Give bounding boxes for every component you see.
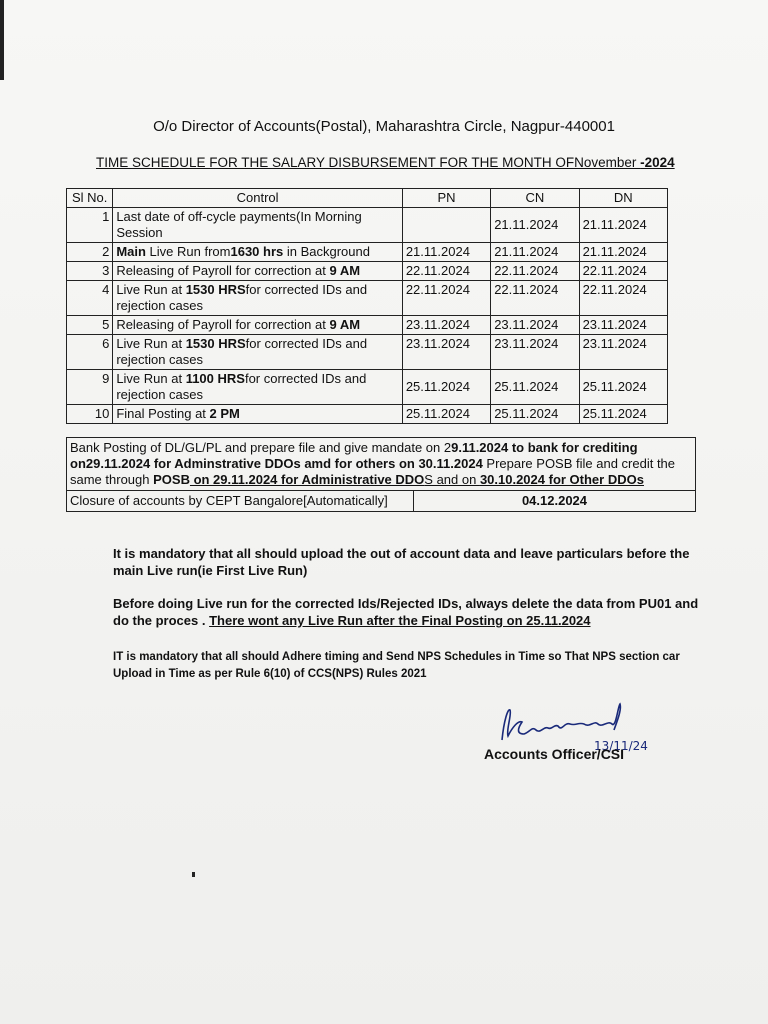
control-bold: 1530 HRS	[185, 336, 246, 351]
cell-cn: 25.11.2024	[491, 405, 579, 424]
cell-dn: 22.11.2024	[579, 281, 667, 316]
cell-cn: 22.11.2024	[491, 281, 579, 316]
cell-control	[113, 243, 403, 262]
bank-posting-text	[67, 438, 696, 491]
cell-sl: 1	[67, 208, 113, 243]
control-bold: 1630 hrs	[230, 244, 284, 259]
schedule-table	[66, 188, 668, 424]
cell-pn: 23.11.2024	[402, 335, 490, 370]
cell-pn: 25.11.2024	[402, 370, 490, 405]
bank-bold-underlined: 30.10.2024 for Other DDOs	[479, 472, 644, 487]
control-text: Live Run at	[116, 371, 186, 386]
bank-bold: 9.11.2024 to bank for crediting on29.11.2024 for Adminstrative DDOs amd for others on 30.11.2024	[70, 440, 638, 471]
bank-closure-table	[66, 437, 696, 512]
note-delete-data	[113, 595, 703, 629]
cell-cn: 23.11.2024	[491, 335, 579, 370]
cell-dn: 25.11.2024	[579, 370, 667, 405]
table-header-row	[67, 189, 668, 208]
control-text: Live Run from	[145, 244, 231, 259]
page-edge-shadow	[0, 0, 4, 80]
cell-cn: 22.11.2024	[491, 262, 579, 281]
cell-sl: 4	[67, 281, 113, 316]
control-text: in Background	[283, 244, 370, 259]
cell-sl: 10	[67, 405, 113, 424]
control-bold: 2 PM	[209, 406, 240, 421]
signatory-designation: Accounts Officer/CSI	[484, 746, 625, 762]
note-upload-mandatory: It is mandatory that all should upload the out of account data and leave particulars before the main Live run(ie First Live Run)	[113, 546, 690, 578]
header-cn: CN	[491, 189, 579, 208]
cell-cn: 21.11.2024	[491, 243, 579, 262]
cell-pn: 25.11.2024	[402, 405, 490, 424]
cell-pn: 22.11.2024	[402, 262, 490, 281]
cell-cn: 21.11.2024	[491, 208, 579, 243]
closure-date: 04.12.2024	[414, 491, 696, 512]
note-underlined: There wont any Live Run after the Final Posting on 25.11.2024	[209, 613, 591, 628]
bank-text: Bank Posting of DL/GL/PL and prepare file and give mandate on 2	[70, 440, 452, 455]
office-header: O/o Director of Accounts(Postal), Maharashtra Circle, Nagpur-440001	[153, 118, 615, 135]
control-text: for corrected IDs and rejection cases	[116, 336, 368, 367]
control-text: Releasing of Payroll for correction at	[116, 263, 330, 278]
note-nps-timing: IT is mandatory that all should Adhere timing and Send NPS Schedules in Time so That NPS section car Upload in Time as per Rule 6(10) of CCS(NPS) Rules 2021	[113, 651, 680, 680]
document-title	[96, 155, 686, 170]
cell-dn: 21.11.2024	[579, 208, 667, 243]
cell-pn: 23.11.2024	[402, 316, 490, 335]
control-bold: 1530 HRS	[185, 282, 246, 297]
header-sl: Sl No.	[67, 189, 113, 208]
cell-pn	[402, 208, 490, 243]
cell-sl: 6	[67, 335, 113, 370]
cell-control	[113, 405, 403, 424]
cell-cn: 25.11.2024	[491, 370, 579, 405]
header-control: Control	[113, 189, 403, 208]
closure-row	[67, 491, 696, 512]
bank-text: S and on	[424, 472, 480, 487]
header-dn: DN	[579, 189, 667, 208]
cell-pn: 21.11.2024	[402, 243, 490, 262]
cell-pn: 22.11.2024	[402, 281, 490, 316]
cell-dn: 22.11.2024	[579, 262, 667, 281]
title-main: TIME SCHEDULE FOR THE SALARY DISBURSEMENT FOR THE MONTH OFNovember	[96, 155, 641, 170]
table-row	[67, 262, 668, 281]
control-bold: 9 AM	[329, 317, 361, 332]
cell-control	[113, 281, 403, 316]
control-bold: Main	[116, 244, 146, 259]
bank-bold-underlined: on 29.11.2024 for Administrative DDO	[189, 472, 425, 487]
cell-sl: 5	[67, 316, 113, 335]
cell-sl: 3	[67, 262, 113, 281]
bank-text: Prepare POSB file and credit the same through	[70, 456, 676, 487]
cell-sl: 2	[67, 243, 113, 262]
control-text: Live Run at	[116, 336, 186, 351]
cell-control	[113, 262, 403, 281]
table-row	[67, 316, 668, 335]
cell-sl: 9	[67, 370, 113, 405]
control-text: for corrected IDs and rejection cases	[116, 282, 368, 313]
table-row	[67, 281, 668, 316]
table-row	[67, 370, 668, 405]
title-year: -2024	[640, 155, 675, 170]
cell-dn: 23.11.2024	[579, 316, 667, 335]
cell-dn: 23.11.2024	[579, 335, 667, 370]
signature-date: 13/11/24	[594, 739, 648, 753]
header-pn: PN	[402, 189, 490, 208]
cell-control	[113, 316, 403, 335]
control-text: for corrected IDs and rejection cases	[116, 371, 367, 402]
table-row	[67, 208, 668, 243]
bank-bold: POSB	[153, 472, 190, 487]
ink-dot	[192, 872, 195, 877]
control-bold: 1100 HRS	[185, 371, 245, 386]
cell-dn: 25.11.2024	[579, 405, 667, 424]
cell-control	[113, 370, 403, 405]
closure-label: Closure of accounts by CEPT Bangalore[Automatically]	[67, 491, 414, 512]
control-text: Releasing of Payroll for correction at	[116, 317, 330, 332]
table-row	[67, 335, 668, 370]
cell-control	[113, 335, 403, 370]
cell-control: Last date of off-cycle payments(In Morning Session	[113, 208, 403, 243]
cell-cn: 23.11.2024	[491, 316, 579, 335]
note-text: Before doing Live run for the corrected Ids/Rejected IDs, always delete the data from PU01 and do the proces .	[113, 596, 699, 628]
bank-posting-row	[67, 438, 696, 491]
control-bold: 9 AM	[329, 263, 361, 278]
control-text: Live Run at	[116, 282, 186, 297]
table-row	[67, 405, 668, 424]
cell-dn: 21.11.2024	[579, 243, 667, 262]
control-text: Final Posting at	[116, 406, 210, 421]
table-row	[67, 243, 668, 262]
